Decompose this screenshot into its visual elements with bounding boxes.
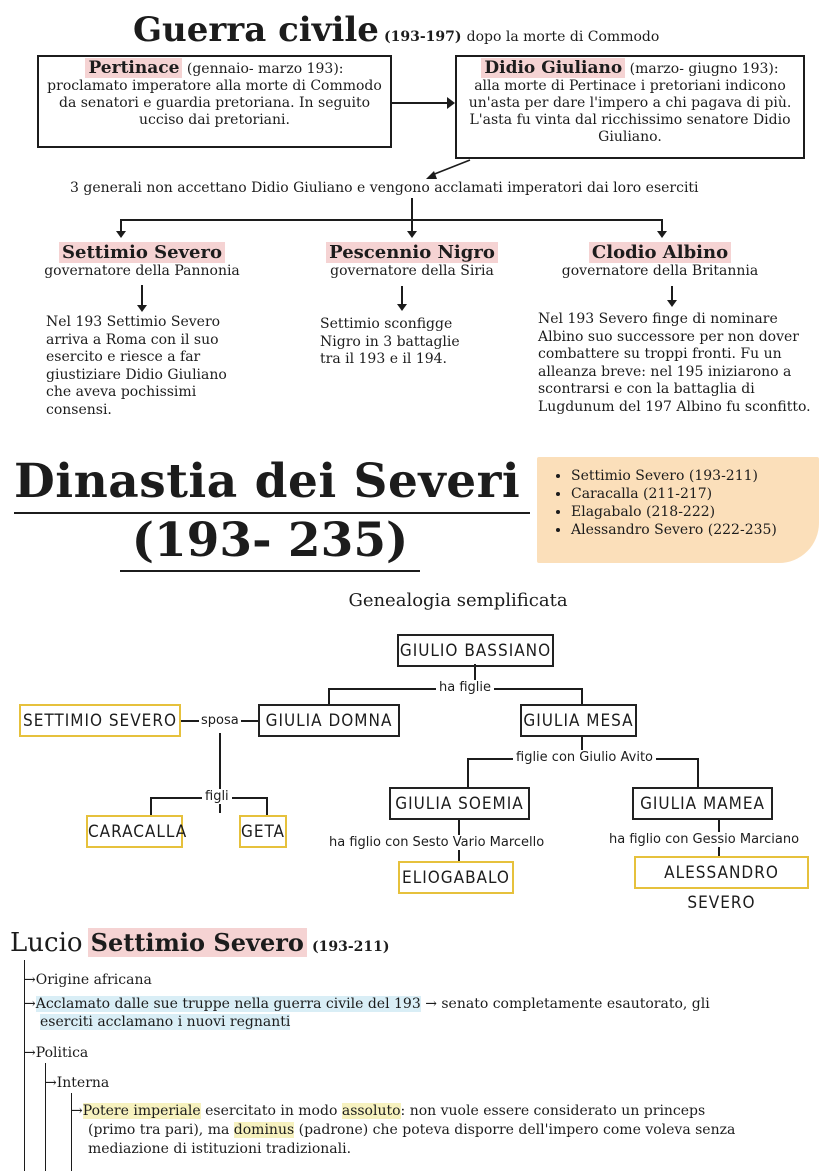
general-settimio-text: Nel 193 Settimio Severo arriva a Roma con il suo esercito e riesce a far giustiziare Didio Giuliano che aveva pochissimi consensi. — [46, 314, 227, 418]
power-text-2: : non vuole essere considerato un princeps — [400, 1103, 706, 1119]
figlie-con-label: figlie con Giulio Avito — [513, 750, 656, 765]
power-line2b: (padrone) che poteva disporre dell'impero come voleva senza — [298, 1122, 736, 1138]
civil-war-title: Guerra civile — [133, 10, 379, 50]
acclaimed-rest: → senato completamente esautorato, gli — [425, 996, 710, 1012]
origin-text: Origine africana — [35, 972, 152, 988]
general-albino — [540, 242, 780, 280]
g-line — [581, 688, 583, 704]
general-role: governatore della Siria — [330, 263, 494, 279]
arrow-line — [392, 102, 450, 104]
rulers-card — [537, 457, 819, 563]
g-line — [467, 758, 469, 788]
ha-figlie-label: ha figlie — [436, 680, 494, 695]
didio-text: alla morte di Pertinace i pretoriani indicono un'asta per dare l'impero a chi pagava di più. L'asta fu vinta dal ricchissimo senatore Didio Giuliano. — [468, 78, 792, 145]
power-highlight: Potere imperiale — [82, 1103, 201, 1119]
caracalla: CARACALLA — [86, 815, 183, 848]
down-head-3 — [667, 300, 677, 307]
ruler-item: • Settimio Severo (193-211) — [571, 467, 819, 485]
down-line-1 — [141, 285, 143, 307]
arrow-head — [447, 97, 455, 109]
acclaimed-item: →Acclamato dalle sue truppe nella guerra civile del 193 → senato completamente esautorato, gli — [24, 996, 710, 1012]
origin-item: →Origine africana — [24, 972, 152, 988]
power-dominus: dominus — [233, 1122, 295, 1138]
branch-left-head — [116, 231, 126, 238]
branch-horizontal — [120, 219, 663, 221]
power-line2 — [88, 1122, 735, 1138]
tree-main — [24, 960, 25, 1171]
interna-text: Interna — [56, 1075, 110, 1091]
general-name: Pescennio Nigro — [326, 242, 498, 263]
pertinace-name: Pertinace — [85, 58, 182, 78]
branch-mid-head — [407, 231, 417, 238]
pertinace-text: proclamato imperatore alla morte di Commodo da senatori e guardia pretoriana. In seguito ucciso dai pretoriani. — [47, 78, 382, 128]
general-name: Clodio Albino — [589, 242, 731, 263]
settimio-years: (193-211) — [311, 939, 390, 955]
interna-item: →Interna — [45, 1075, 110, 1091]
g-line — [150, 797, 152, 817]
general-nigro — [292, 242, 532, 280]
didio-dates: (marzo- giugno 193): — [629, 61, 779, 77]
power-line2a: (primo tra pari), ma — [88, 1122, 230, 1138]
didio-name: Didio Giuliano — [481, 58, 625, 78]
civil-war-subtitle: dopo la morte di Commodo — [466, 29, 660, 45]
figli-label: figli — [202, 789, 232, 804]
g-line — [697, 758, 699, 788]
power-assoluto: assoluto — [341, 1103, 401, 1119]
geta: GETA — [239, 815, 287, 848]
power-text-1: esercitato in modo — [205, 1103, 338, 1119]
g-line — [266, 797, 268, 817]
generals-line: 3 generali non accettano Didio Giuliano e vengono acclamati imperatori dai loro eserciti — [70, 180, 699, 196]
giulia-mamea: GIULIA MAMEA — [632, 787, 773, 820]
ruler-item: • Alessandro Severo (222-235) — [571, 521, 819, 539]
giulio-bassiano: GIULIO BASSIANO — [397, 634, 554, 667]
settimio-name: Settimio Severo — [88, 928, 307, 957]
ruler-item: • Elagabalo (218-222) — [571, 503, 819, 521]
mamea-child-label: ha figlio con Gessio Marciano — [609, 832, 800, 847]
politica-text: Politica — [35, 1045, 89, 1061]
acclaimed-line2 — [40, 1014, 290, 1030]
ruler-item: • Caracalla (211-217) — [571, 485, 819, 503]
power-line3 — [88, 1141, 351, 1157]
power-line1: →Potere imperiale esercitato in modo assoluto: non vuole essere considerato un princeps — [71, 1103, 706, 1119]
power-line3-text: mediazione di istituzioni tradizionali. — [88, 1141, 352, 1157]
sposa-label: sposa — [201, 713, 239, 728]
general-albino-text: Nel 193 Severo finge di nominare Albino suo successore per non dover combattere su troppi fronti. Fu un alleanza breve: nel 195 iniziarono a scontrarsi e con la battaglia di Lugdunum del 197 Albino fu sconfitto. — [538, 311, 811, 415]
eliogabalo: ELIOGABALO — [398, 861, 514, 894]
g-line — [328, 688, 330, 704]
settimio-prefix: Lucio — [10, 928, 83, 958]
soemia-child-label: ha figlio con Sesto Vario Marcello — [329, 835, 545, 850]
general-nigro-text: Settimio sconfigge Nigro in 3 battaglie tra il 193 e il 194. — [320, 316, 460, 367]
giulia-soemia: GIULIA SOEMIA — [389, 787, 530, 820]
giulia-mesa: GIULIA MESA — [520, 704, 637, 737]
branch-right-head — [657, 231, 667, 238]
down-head-2 — [397, 304, 407, 311]
pertinace-box — [37, 55, 392, 148]
genealogy-heading: Genealogia semplificata — [348, 590, 568, 611]
giulia-domna: GIULIA DOMNA — [258, 704, 400, 737]
general-settimio — [22, 242, 262, 280]
alessandro-severo: ALESSANDRO SEVERO — [634, 856, 809, 889]
dynasty-title-line1: Dinastia dei Severi — [14, 452, 530, 514]
down-line-2 — [401, 286, 403, 306]
dynasty-title-line2: (193- 235) — [120, 512, 420, 572]
general-name: Settimio Severo — [59, 242, 225, 263]
didio-box — [455, 55, 805, 159]
settimio-section-title — [10, 928, 389, 958]
pertinace-dates: (gennaio- marzo 193): — [186, 61, 344, 77]
acclaimed-line2-text: eserciti acclamano i nuovi regnanti — [40, 1014, 291, 1030]
branch-vertical — [411, 198, 413, 220]
down-head-1 — [137, 305, 147, 312]
general-role: governatore della Pannonia — [44, 263, 240, 279]
general-role: governatore della Britannia — [561, 263, 759, 279]
acclaimed-highlight: Acclamato dalle sue truppe nella guerra civile del 193 — [35, 996, 421, 1012]
politica-item: →Politica — [24, 1045, 89, 1061]
civil-war-years: (193-197) — [384, 29, 462, 45]
civil-war-title-row — [133, 10, 659, 50]
settimio-severo: SETTIMIO SEVERO — [19, 704, 181, 737]
